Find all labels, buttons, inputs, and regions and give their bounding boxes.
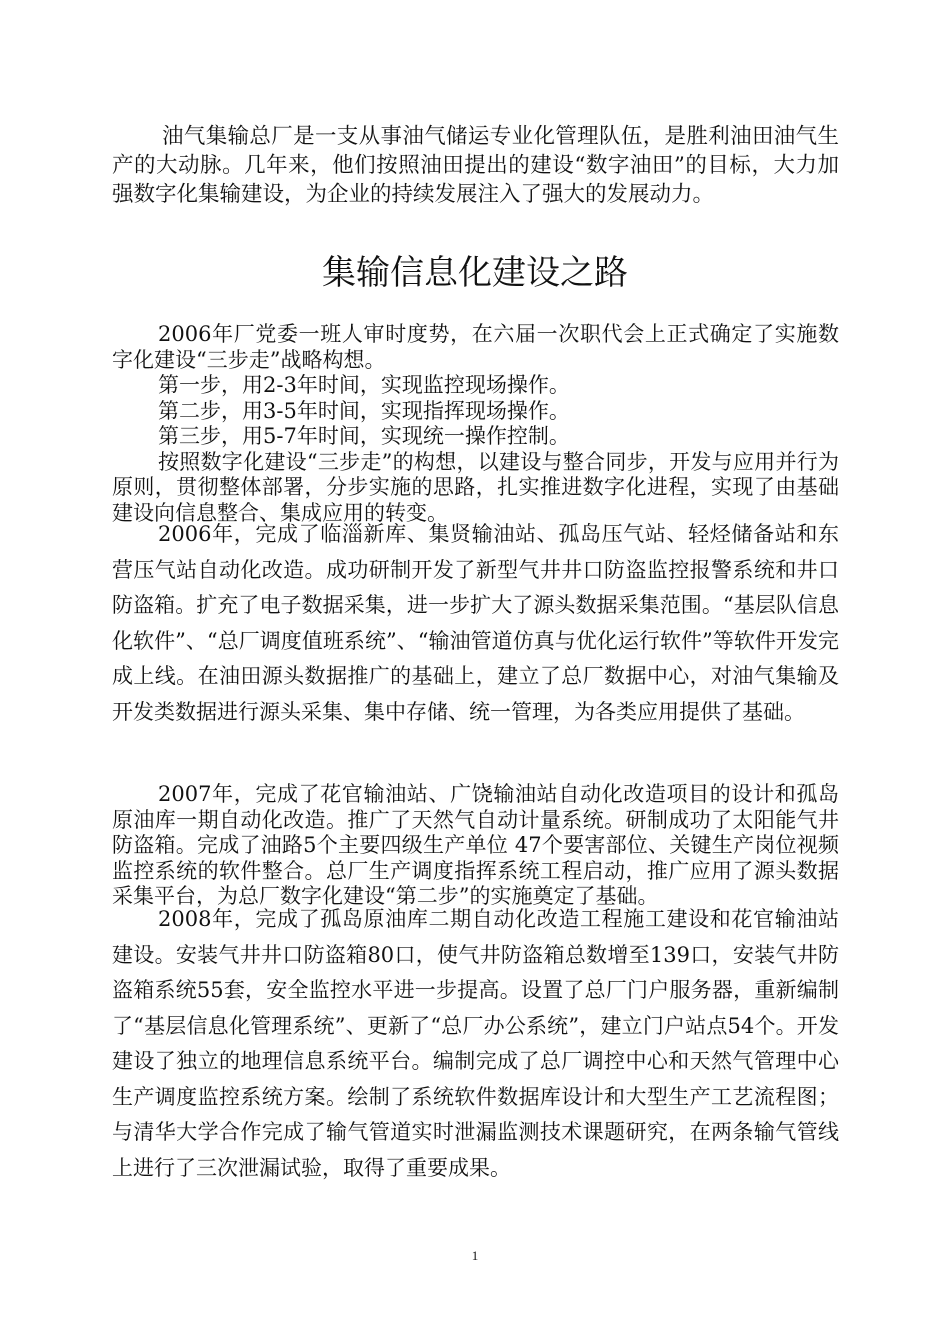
paragraph-2008: 2008年，完成了孤岛原油库二期自动化改造工程施工建设和花官输油站建设。安装气井井口防盗箱80口，使气井防盗箱总数增至139口，安装气井防盗箱系统55套，安全监控水平进一步提高。设置了总厂门户服务器，重新编制了“基层信息化管理系统”、更新了“总厂办公系统”，建立门户站点54个。开发建设了独立的地理信息系统平台。编制完成了总厂调控中心和天然气管理中心生产调度监控系统方案。绘制了系统软件数据库设计和大型生产工艺流程图；与清华大学合作完成了输气管道实时泄漏监测技术课题研究，在两条输气管线上进行了三次泄漏试验，取得了重要成果。 [112, 907, 839, 1180]
paragraph-2007: 2007年，完成了花官输油站、广饶输油站自动化改造项目的设计和孤岛原油库一期自动化改造。推广了天然气自动计量系统。研制成功了太阳能气井防盗箱。完成了油路5个主要四级生产单位 47个要害部位、关键生产岗位视频监控系统的软件整合。总厂生产调度指挥系统工程启动，推广应用了源头数据采集平台，为总厂数字化建设“第二步”的实施奠定了基础。 [112, 782, 839, 908]
step-one: 第一步，用2-3年时间，实现监控现场操作。 [158, 373, 570, 397]
intro-paragraph: 油气集输总厂是一支从事油气储运专业化管理队伍，是胜利油田油气生产的大动脉。几年来，他们按照油田提出的建设“数字油田”的目标，大力加强数字化集输建设，为企业的持续发展注入了强大的发展动力。 [112, 124, 839, 207]
principle-paragraph: 按照数字化建设“三步走”的构想，以建设与整合同步，开发与应用并行为原则，贯彻整体部署，分步实施的思路，扎实推进数字化进程，实现了由基础建设向信息整合、集成应用的转变。 [112, 449, 839, 525]
step-two: 第二步，用3-5年时间，实现指挥现场操作。 [158, 398, 570, 423]
step-three: 第三步，用5-7年时间，实现统一操作控制。 [158, 424, 570, 448]
strategy-block [112, 322, 839, 526]
paragraph-2006: 2006年，完成了临淄新库、集贤输油站、孤岛压气站、轻烃储备站和东营压气站自动化改造。成功研制开发了新型气井井口防盗监控报警系统和井口防盗箱。扩充了电子数据采集，进一步扩大了源头数据采集范围。“基层队信息化软件”、“总厂调度值班系统”、“输油管道仿真与优化运行软件”等软件开发完成上线。在油田源头数据推广的基础上，建立了总厂数据中心，对油气集输及开发类数据进行源头采集、集中存储、统一管理，为各类应用提供了基础。 [112, 522, 839, 724]
strategy-paragraph: 2006年厂党委一班人审时度势，在六届一次职代会上正式确定了实施数字化建设“三步走”战略构想。 [112, 322, 839, 372]
section-title: 集输信息化建设之路 [322, 253, 628, 293]
page-number: 1 [471, 1248, 479, 1263]
